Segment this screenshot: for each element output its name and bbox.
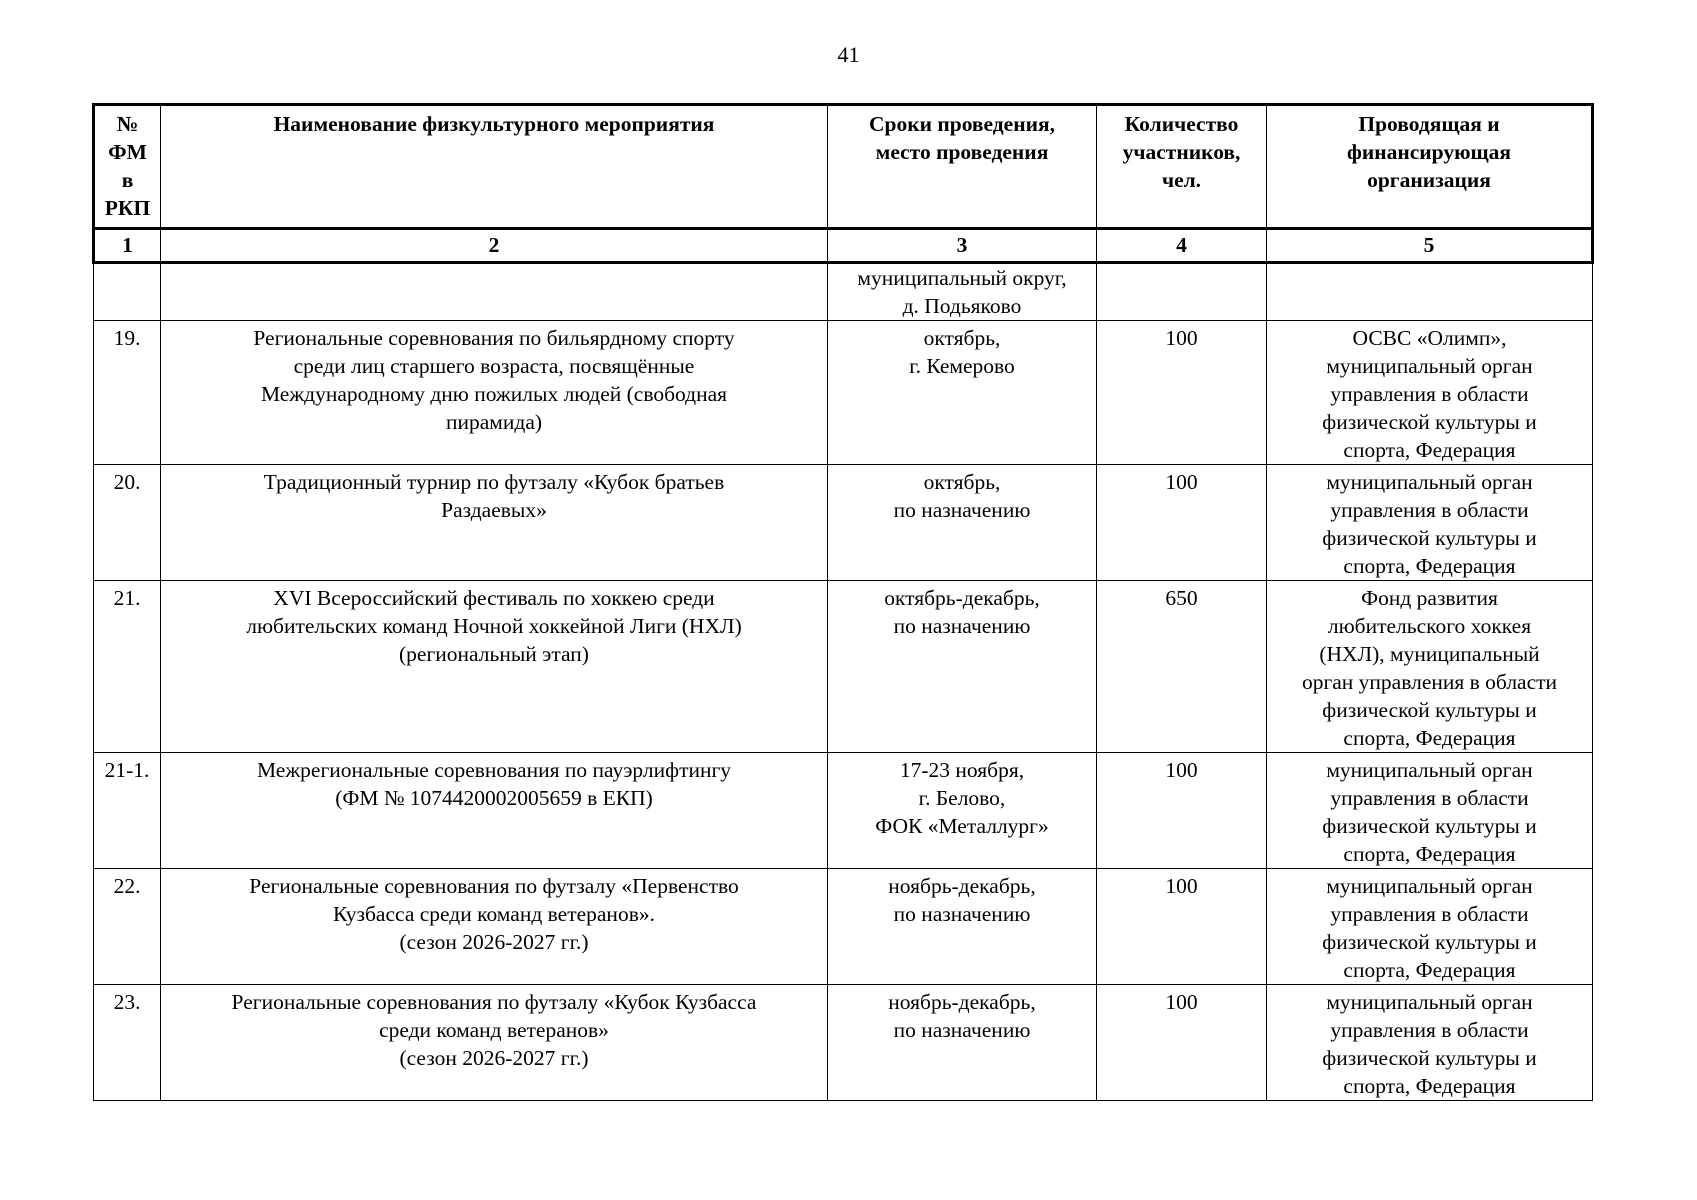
row-num: 21-1. [94,753,161,869]
row-dates-place: ноябрь-декабрь, по назначению [828,869,1097,985]
row-participants: 100 [1097,753,1267,869]
row-dates-place: 17-23 ноября, г. Белово, ФОК «Металлург» [828,753,1097,869]
row-num: 19. [94,321,161,465]
row-participants: 100 [1097,465,1267,581]
row-dates-place: муниципальный округ, д. Подьяково [828,263,1097,321]
row-name: Региональные соревнования по бильярдному спорту среди лиц старшего возраста, посвящённые Международному дню пожилых людей (свободная пирамида) [161,321,828,465]
row-dates-place: октябрь, по назначению [828,465,1097,581]
row-name: Региональные соревнования по футзалу «Кубок Кузбасса среди команд ветеранов» (сезон 2026-2027 гг.) [161,985,828,1101]
row-participants: 100 [1097,985,1267,1101]
table-row [94,465,1593,581]
row-organization: Фонд развития любительского хоккея (НХЛ), муниципальный орган управления в области физической культуры и спорта, Федерация [1267,581,1593,753]
row-participants: 100 [1097,869,1267,985]
row-num: 22. [94,869,161,985]
table-row [94,869,1593,985]
row-dates-place: октябрь, г. Кемерово [828,321,1097,465]
column-number: 4 [1097,229,1267,263]
row-organization: муниципальный орган управления в области физической культуры и спорта, Федерация [1267,869,1593,985]
column-number: 3 [828,229,1097,263]
row-organization: муниципальный орган управления в области физической культуры и спорта, Федерация [1267,753,1593,869]
row-num: 23. [94,985,161,1101]
header-organization: Проводящая и финансирующая организация [1267,105,1593,229]
events-table [92,103,1594,1101]
row-num: 20. [94,465,161,581]
row-organization [1267,263,1593,321]
row-name: Традиционный турнир по футзалу «Кубок братьев Раздаевых» [161,465,828,581]
row-num [94,263,161,321]
header-num: № ФМ в РКП [94,105,161,229]
table-row [94,985,1593,1101]
table-row [94,753,1593,869]
row-dates-place: ноябрь-декабрь, по назначению [828,985,1097,1101]
column-number: 1 [94,229,161,263]
column-number-row [94,229,1593,263]
row-participants: 650 [1097,581,1267,753]
header-participants: Количество участников, чел. [1097,105,1267,229]
row-organization: муниципальный орган управления в области физической культуры и спорта, Федерация [1267,465,1593,581]
row-name: Межрегиональные соревнования по пауэрлифтингу (ФМ № 1074420002005659 в ЕКП) [161,753,828,869]
column-number: 5 [1267,229,1593,263]
header-row [94,105,1593,229]
row-name: XVI Всероссийский фестиваль по хоккею среди любительских команд Ночной хоккейной Лиги (НХЛ) (региональный этап) [161,581,828,753]
table-row [94,321,1593,465]
row-participants: 100 [1097,321,1267,465]
header-name: Наименование физкультурного мероприятия [161,105,828,229]
row-organization: муниципальный орган управления в области физической культуры и спорта, Федерация [1267,985,1593,1101]
page-number: 41 [837,42,860,67]
table-row [94,263,1593,321]
table-row [94,581,1593,753]
column-number: 2 [161,229,828,263]
row-organization: ОСВС «Олимп», муниципальный орган управления в области физической культуры и спорта, Федерация [1267,321,1593,465]
row-num: 21. [94,581,161,753]
header-dates-place: Сроки проведения, место проведения [828,105,1097,229]
row-dates-place: октябрь-декабрь, по назначению [828,581,1097,753]
row-name [161,263,828,321]
row-name: Региональные соревнования по футзалу «Первенство Кузбасса среди команд ветеранов». (сезон 2026-2027 гг.) [161,869,828,985]
row-participants [1097,263,1267,321]
